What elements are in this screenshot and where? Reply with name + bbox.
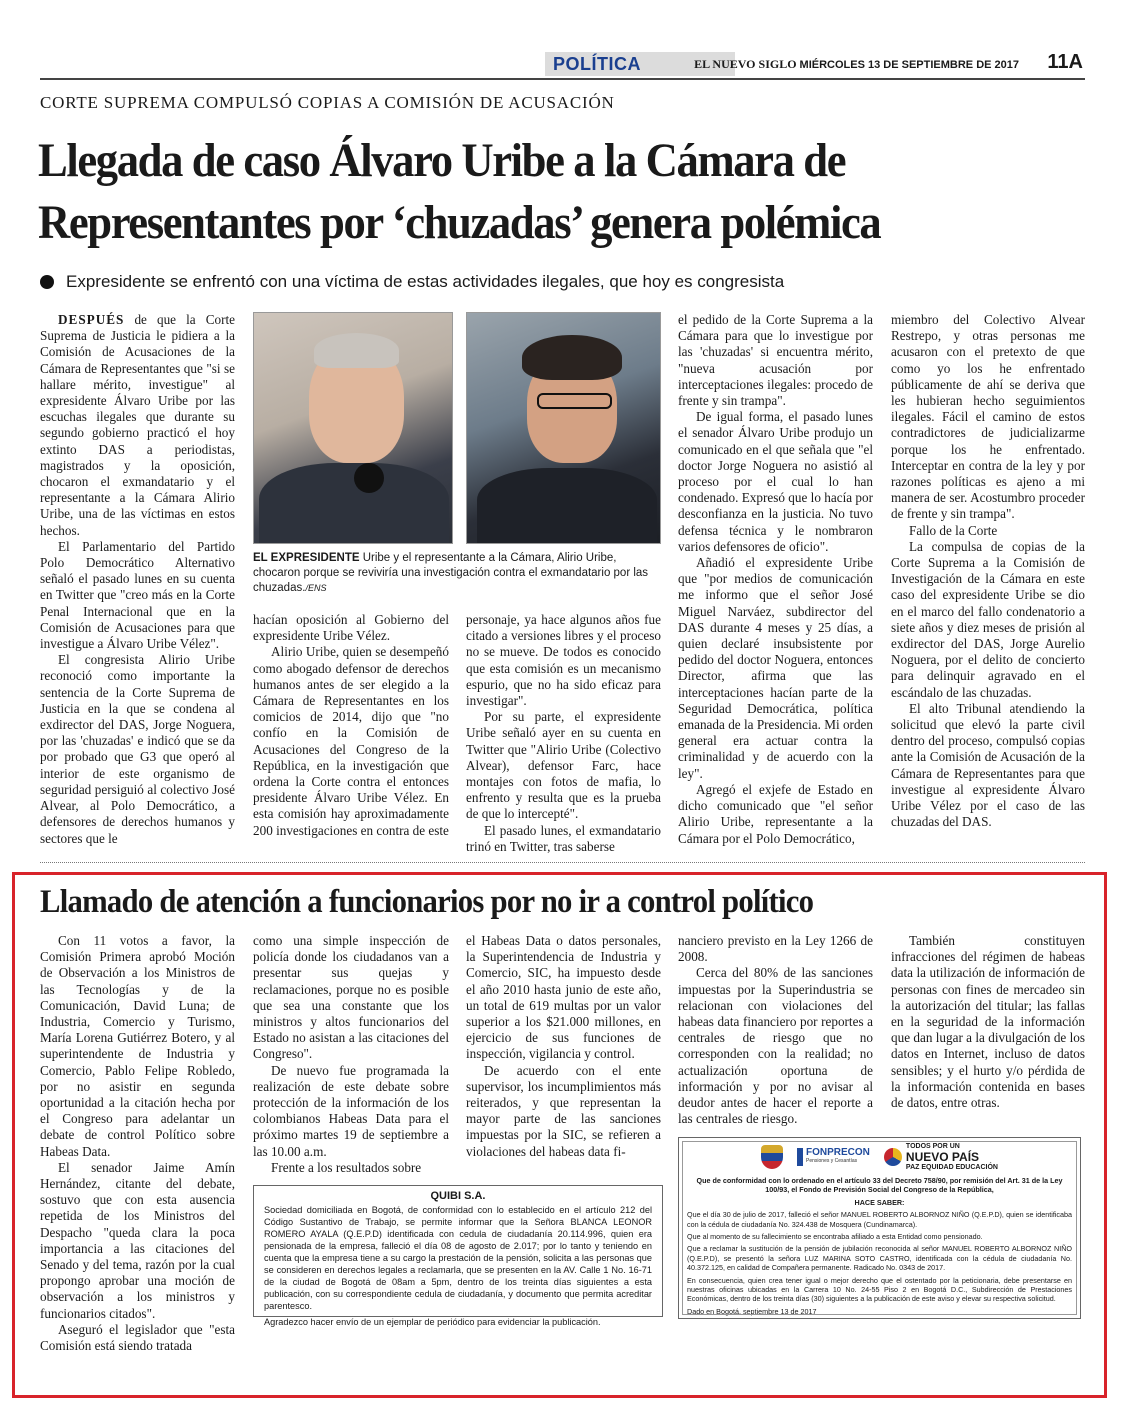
- notice-paragraph: Que al momento de su fallecimiento se encontraba afiliado a esta Entidad como pensionado.: [687, 1232, 983, 1242]
- section-divider: [40, 862, 1085, 863]
- article-headline: [38, 130, 1015, 254]
- legal-notice-fonprecon: [678, 1137, 1081, 1319]
- lead-word: DESPUÉS: [58, 312, 125, 327]
- paragraph: como una simple inspección de policía donde los ciudadanos van a presentar sus quejas y reclamaciones, porque no es posible que sea una constante que los ministros y altos funcionarios del Estado no asistan a las citaciones del Congreso".: [253, 933, 449, 1062]
- np-big-text: NUEVO PAÍS: [905, 1149, 980, 1164]
- paragraph: De acuerdo con el ente supervisor, los incumplimientos más reiterados, y que representan la mayor parte de las sanciones impuestas por la SIC, se refieren a violaciones del habeas data fi-: [466, 1062, 661, 1159]
- publication-info: [694, 57, 1019, 72]
- notice-hace-saber: HACE SABER:: [854, 1197, 905, 1207]
- paragraph: Agregó el exjefe de Estado en dicho comunicado que "el señor Alirio Uribe, representante a la Cámara por el Polo Democrático,: [678, 781, 873, 846]
- fonprecon-logo-subtext: Pensiones y Cesantías: [806, 1158, 858, 1164]
- paragraph: El pasado lunes, el exmandatario trinó en Twitter, tras saberse: [466, 822, 661, 854]
- notice-paragraph: En consecuencia, quien crea tener igual o mejor derecho que el ostentado por la peticionaria, debe presentarse en nuestras oficinas ubicadas en la Carrera 10 No. 24-55 Piso 2 en Bogotá D.C., Subdirección de Prestaciones Económicas, dentro de los treinta días (30) siguientes a la publicación de este aviso y elevar su respectiva solicitud.: [687, 1275, 1072, 1304]
- article1-column-4: [678, 312, 873, 847]
- article-deck: [40, 272, 784, 292]
- np-bottom-text: PAZ EQUIDAD EDUCACIÓN: [905, 1163, 998, 1171]
- notice-title: QUIBI S.A.: [430, 1190, 486, 1202]
- article2-column-5: [891, 933, 1085, 1111]
- paragraph: Frente a los resultados sobre: [271, 1159, 422, 1175]
- section-name: POLÍTICA: [553, 54, 641, 74]
- notice-body: Sociedad domiciliada en Bogotá, de conformidad con lo establecido en el artículo 212 del Código Sustantivo de Trabajo, se permite informar que la Señora BLANCA LEONOR ROMERO AYALA (Q.E.P.D) identificada con cedula de ciudadanía 20.114.996, quien era pensionada de la empresa, falleció el día 08 de agosto de 2.017; por lo tanto y teniendo en cuenta que la empresa tiene a su cargo la prestación de la pensión, solicita a las personas que se consideren en derechos legales a reclamarla, que se presenten en la AV. Calle 1 No. 16-71 de la ciudad de Bogotá de 08am a 5pm, dentro de los treinta días siguientes a esta publicación, con su correspondiente cedula de ciudadanía, y documento que permita acreditar parentesco.: [264, 1205, 652, 1311]
- caption-lead: EL EXPRESIDENTE: [253, 552, 360, 564]
- paragraph: el Habeas Data o datos personales, la Superintendencia de Industria y Comercio, SIC, ha impuesto desde el año 2010 hasta junio de este año, un total de 619 multas por un valor superior a los $21.000 millones, en ejercicio de sus funciones de inspección, vigilancia y control.: [466, 933, 661, 1062]
- colombia-shield-icon: [761, 1145, 783, 1169]
- page-number: 11A: [1047, 51, 1083, 73]
- paragraph: Con 11 votos a favor, la Comisión Primera aprobó Moción de Observación a los Ministros de las Tecnologías y de la Comunicación, David Luna; de Industria, Comercio y Turismo, María Lorena Gutiérrez Botero, y al superintendente de Industria y Comercio, Pablo Felipe Robledo, por no asistir en segunda oportunidad a la citación hecha por el Congreso para adelantar un debate de control Político sobre Habeas Data.: [40, 933, 235, 1159]
- article1-column-1: [40, 312, 235, 847]
- notice-logos: [687, 1142, 1072, 1172]
- page-header: [40, 50, 1085, 80]
- paragraph: El Parlamentario del Partido Polo Democrático Alternativo señaló el pasado lunes en su cuenta en Twitter que "creo más en la Corte Penal Internacional que en la Comisión de Acusaciones para que investigue a Álvaro Uribe Vélez".: [40, 538, 235, 652]
- article2-column-4: [678, 933, 873, 1127]
- notice-footer: Agradezco hacer envío de un ejemplar de periódico para evidenciar la publicación.: [264, 1317, 601, 1327]
- fonprecon-logo: [797, 1148, 870, 1167]
- paragraph: De nuevo fue programada la realización de este debate sobre protección de la información de los colombianos Habeas Data para el próximo martes 19 de septiembre a las 10.00 a.m.: [253, 1062, 449, 1159]
- paragraph: También constituyen infracciones del régimen de habeas data la utilización de información de personas con fines de mercadeo sin la autorización del titular; las fallas en la seguridad de la información que dan lugar a la divulgación de los datos en Internet, incluso de datos sensibles; y el hurto y/o pérdida de la información contenida en bases de datos, entre otras.: [891, 933, 1085, 1111]
- notice-paragraph: Que a reclamar la sustitución de la pensión de jubilación reconocida al señor MANUEL ROBERTO ALBORNOZ NIÑO (Q.E.P.D), se presentó la señora LUZ MARINA SOTO CASTRO, identificada con la cédula de ciudadanía No. 40.372.125, en calidad de Compañera permanente. Radicado No. 0343 de 2017.: [687, 1244, 1072, 1273]
- headline-line-1: Llegada de caso Álvaro Uribe a la Cámara de: [38, 134, 846, 187]
- paragraph: El senador Jaime Amín Hernández, citante del debate, sostuvo que con esta ausencia repetida de los Ministros del Despacho "queda clara la poca importancia a las citaciones del Senado y del tema, razón por la cual propongo aprobar una moción de observación a los ministros y funcionarios citados".: [40, 1159, 235, 1321]
- paragraph: el pedido de la Corte Suprema a la Cámara para que lo investigue por las 'chuzadas' si encuentra mérito, "nueva acusación por interceptaciones ilegales: procedo de frente y sin trampa".: [678, 312, 873, 409]
- paragraph: La compulsa de copias de la Corte Suprema a la Comisión de Investigación de la Cámara en este caso del expresidente Uribe se dio en el marco del fallo condenatorio a siete años y diez meses de prisión al exdirector del DAS, Jorge Aurelio Noguera, por el delito de concierto para delinquir agravado en el escándalo de las chuzadas.: [891, 538, 1085, 700]
- deck-text: Expresidente se enfrentó con una víctima de estas actividades ilegales, que hoy es congresista: [66, 272, 785, 291]
- article1-column-3: [466, 612, 661, 855]
- article2-column-2: [253, 933, 449, 1176]
- article1-column-2: [253, 612, 449, 839]
- paragraph: El alto Tribunal atendiendo la solicitud que elevó la parte civil dentro del proceso, compulsó copias ante la Comisión de Acusación de la Cámara de Representantes para que investigue al expresidente Álvaro Uribe Vélez por el caso de las chuzadas del DAS.: [891, 700, 1085, 830]
- article2-column-1: [40, 933, 235, 1354]
- publication-date: MIÉRCOLES 13 DE SEPTIEMBRE DE 2017: [799, 59, 1019, 71]
- paragraph: Aseguró el legislador que "esta Comisión está siendo tratada: [40, 1321, 235, 1354]
- np-top-text: TODOS POR UN: [905, 1142, 960, 1150]
- article2-column-3: [466, 933, 661, 1160]
- paragraph: Cerca del 80% de las sanciones impuestas por la Superindustria se relacionan con violaciones del habeas data financiero por reportes a centrales de riesgo que no corresponden con la realidad; no actualización oportuna de información y por no avisar al deudor antes de hacer el reporte a las centrales de riesgo.: [678, 965, 873, 1127]
- photo-alirio-uribe: [466, 312, 661, 544]
- nuevo-pais-swirl-icon: [884, 1148, 902, 1166]
- article1-column-5: [891, 312, 1085, 831]
- subhead: Fallo de la Corte: [909, 522, 998, 538]
- publication-name: EL NUEVO SIGLO: [694, 57, 797, 71]
- paragraph: miembro del Colectivo Alvear Restrepo, y otras personas me acusaron con el pretexto de que como yo los he enfrentado públicamente de ahí se deriva que les hubieran hecho seguimientos ilegales. Fácil el camino de estos contradictores de judicializarme porque los he enfrentado. Interceptar en contra de la ley y por razones políticas es ajeno a mi manera de ser. Acostumbro proceder de frente y sin trampa".: [891, 312, 1085, 522]
- paragraph: El congresista Alirio Uribe reconoció como importante la sentencia de la Corte Suprema de Justicia en la que se condena al exdirector del DAS, Jorge Noguera, por las 'chuzadas' e indicó que se da por probado que G3 que operó al interior de este organismo de seguridad persiguió al colectivo José Alvear, al Polo Democrático, a defensores de derechos humanos y sectores que le: [40, 652, 235, 846]
- article2-headline: Llamado de atención a funcionarios por no ir a control político: [40, 884, 814, 920]
- paragraph: de que la Corte Suprema de Justicia le pidiera a la Comisión de Acusaciones de la Cámara de Representantes que "si se hallare mérito, investigue" al expresidente Álvaro Uribe por las escuchas ilegales que durante su segundo gobierno practicó el hoy extinto DAS a periodistas, magistrados y la oposición, chocaron el exmandatario y el representante a la Cámara Alirio Uribe, una de las víctimas en estos hechos.: [40, 312, 235, 538]
- paragraph: hacían oposición al Gobierno del expresidente Uribe Vélez.: [253, 612, 449, 644]
- caption-text: Uribe y el representante a la Cámara, Alirio Uribe, chocaron porque se reviviría una investigación contra el exmandatario por las chuzadas.: [253, 552, 649, 594]
- legal-notice-quibi: [253, 1185, 663, 1327]
- photo-caption: [253, 551, 663, 596]
- paragraph: Por su parte, el expresidente Uribe señaló ayer en su cuenta en Twitter que "Alirio Uribe (Colectivo Alvear), defensor Farc, hace montajes con fotos de mafia, lo enfrento y resulta que es la prueba de que lo intercepté".: [466, 709, 661, 822]
- paragraph: Alirio Uribe, quien se desempeñó como abogado defensor de derechos humanos antes de ser elegido a la Cámara de Representantes en los comicios de 2014, dijo que "no confío en la Comisión de Acusaciones del Congreso de la República, en la investigación que ordena la Corte contra el entonces presidente Álvaro Uribe Vélez. En esta comisión hay aproximadamente 200 investigaciones en contra de este: [253, 644, 449, 838]
- paragraph: Añadió el expresidente Uribe que "por medios de comunicación me informo que el señor José Miguel Narváez, subdirector del DAS durante 4 meses y 25 días, a quien declaré insubsistente por pedido del doctor Noguera, entonces Director, afirma que las interceptaciones hacían parte de la Seguridad Democrática, política emanada de la Presidencia. Mi orden general era actuar contra la criminalidad y de acuerdo con la ley".: [678, 555, 873, 781]
- caption-credit: /ENS: [305, 583, 327, 593]
- paragraph: nanciero previsto en la Ley 1266 de 2008.: [678, 933, 873, 965]
- nuevo-pais-logo: [884, 1143, 998, 1172]
- article-kicker: CORTE SUPREMA COMPULSÓ COPIAS A COMISIÓN DE ACUSACIÓN: [40, 93, 615, 112]
- paragraph: personaje, ya hace algunos años fue citado a versiones libres y el proceso no se mueve. De todos es conocido que esta comisión es un mecanismo espurio, que no ha sido eficaz para investigar".: [466, 612, 661, 709]
- notice-intro: Que de conformidad con lo ordenado en el artículo 33 del Decreto 758/90, por remisión del Art. 31 de la Ley 100/93, el Fondo de Previsión Social del Congreso de la República,: [696, 1176, 1063, 1195]
- bullet-icon: [40, 275, 54, 289]
- photo-alvaro-uribe: [253, 312, 453, 544]
- headline-line-2: Representantes por ‘chuzadas’ genera polémica: [38, 196, 881, 249]
- notice-paragraph: Que el día 30 de julio de 2017, falleció el señor MANUEL ROBERTO ALBORNOZ NIÑO (Q.E.P.D), quien se identificaba con la cédula de ciudadanía No. 324.438 de Mosquera (Cundinamarca).: [687, 1210, 1072, 1229]
- paragraph: De igual forma, el pasado lunes el senador Álvaro Uribe produjo un comunicado en el que señala que "el doctor Jorge Noguera no asistió al proceso por el cual lo han condenado. Expresó que lo hacía por desconfianza en la justicia. No tuvo defensa técnica y le nombraron varios defensores de oficio".: [678, 409, 873, 554]
- fonprecon-logo-text: FONPRECON: [806, 1146, 870, 1158]
- notice-signoff: Dado en Bogotá, septiembre 13 de 2017: [687, 1306, 817, 1316]
